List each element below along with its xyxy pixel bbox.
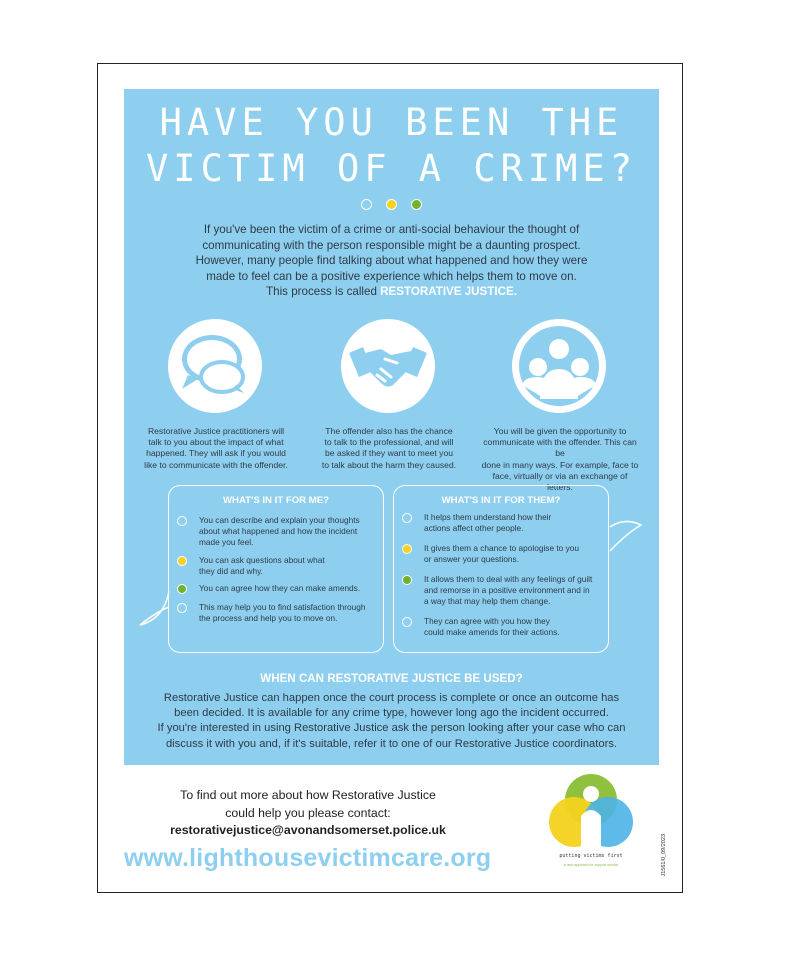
intro-text: If you've been the victim of a crime or anti-social behaviour the thought of communicating with the person responsible might be a daunting prospect. However, many people find talking about what happened and how they were made to feel can be a positive experience which helps them to move on. This process is called RESTORATIVE JUSTICE. <box>195 223 588 299</box>
poster <box>97 63 683 893</box>
yellow-bullet-icon <box>402 544 412 554</box>
whats-in-it-for-me-box <box>168 485 384 653</box>
when-body: Restorative Justice can happen once the court process is complete or once an outcome has been decided. It is available for any crime type, however long ago the incident occurred. If you're interested in using Restorative Justice ask the person looking after your case who can discuss it with you and, if it's suitable, refer it to one of our Restorative Justice coordinators. <box>157 692 626 750</box>
yellow-bullet-icon <box>177 556 187 566</box>
decorative-dots <box>124 199 659 210</box>
handshake-icon <box>341 319 435 413</box>
contact-info: To find out more about how Restorative Justice could help you please contact: restorativejustice@avonandsomerset.police.uk <box>138 787 478 840</box>
box-heading: WHAT'S IN IT FOR ME? <box>222 495 330 506</box>
communication-description: You will be given the opportunity to communicate with the offender. This can be done in many ways. For example, face to face, virtually or via an exchange of letters. <box>481 426 639 493</box>
white-bullet-icon <box>177 516 187 526</box>
lighthouse-logo-icon <box>548 772 634 852</box>
offender-description: The offender also has the chance to talk to the professional, and will be asked if they want to meet you to talk about the harm they caused. <box>321 426 457 470</box>
list-item: It gives them a chance to apologise to you or answer your questions. <box>402 543 602 565</box>
restorative-justice-highlight: RESTORATIVE JUSTICE. <box>380 285 517 299</box>
white-bullet-icon <box>402 513 412 523</box>
when-heading: WHEN CAN RESTORATIVE JUSTICE BE USED? <box>260 672 523 685</box>
white-bullet-icon <box>402 617 412 627</box>
list-item: You can agree how they can make amends. <box>177 583 377 594</box>
list-item: You can ask questions about what they did and why. <box>177 555 377 577</box>
logo-subtitle: a new approach for support service <box>563 863 619 867</box>
yellow-dot-icon <box>386 199 397 210</box>
list-item: It helps them understand how their actions affect other people. <box>402 512 602 534</box>
document-reference: J1561/0_09/2023 <box>661 834 667 877</box>
box-heading: WHAT'S IN IT FOR THEM? <box>441 495 561 506</box>
list-item: This may help you to find satisfaction through the process and help you to move on. <box>177 602 377 624</box>
headline-line-1: HAVE YOU BEEN THE <box>159 101 624 144</box>
info-panel <box>124 89 659 765</box>
whats-in-it-for-them-box <box>393 485 609 653</box>
green-bullet-icon <box>402 575 412 585</box>
website-link[interactable]: www.lighthousevictimcare.org <box>124 844 492 872</box>
people-icon <box>512 319 606 413</box>
contact-email-link[interactable]: restorativejustice@avonandsomerset.police.uk <box>170 823 446 837</box>
list-item: They can agree with you how they could make amends for their actions. <box>402 616 602 638</box>
list-item: It allows them to deal with any feelings of guilt and remorse in a positive environment and in a way that may help them change. <box>402 574 602 606</box>
green-dot-icon <box>411 199 422 210</box>
white-bullet-icon <box>177 603 187 613</box>
white-dot-icon <box>361 199 372 210</box>
practitioner-description: Restorative Justice practitioners will talk to you about the impact of what happened. They will ask if you would like to communicate with the offender. <box>144 426 288 470</box>
list-item: You can describe and explain your thoughts about what happened and how the incident made you feel. <box>177 515 377 547</box>
green-bullet-icon <box>177 584 187 594</box>
speech-bubbles-icon <box>168 319 262 413</box>
headline-line-2: VICTIM OF A CRIME? <box>146 147 637 190</box>
logo-tagline: putting victims first <box>559 853 623 859</box>
box-tail-right <box>607 519 647 559</box>
